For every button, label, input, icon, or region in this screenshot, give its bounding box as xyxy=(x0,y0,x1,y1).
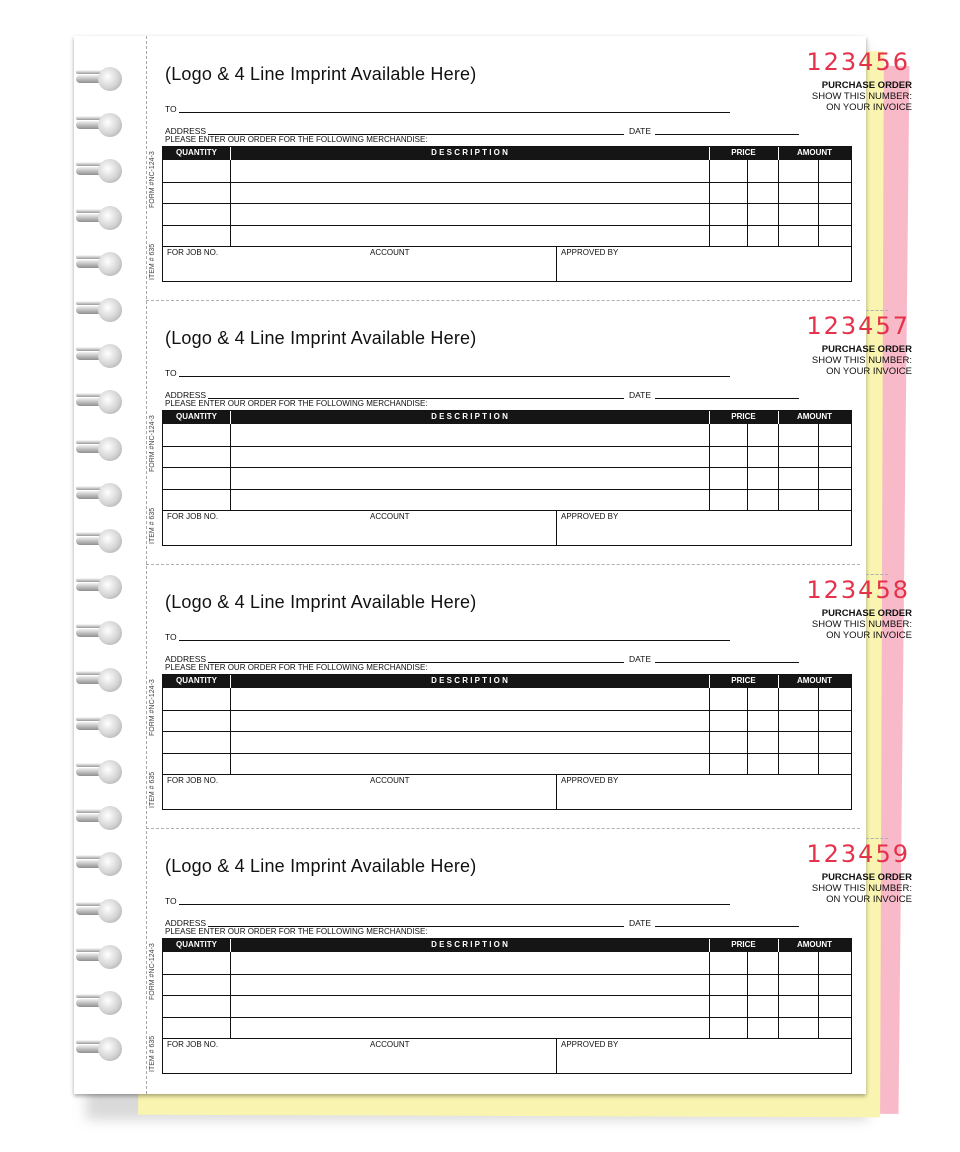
to-label: TO xyxy=(165,368,177,378)
show-line-1: SHOW THIS NUMBER: xyxy=(811,619,912,630)
table-row xyxy=(163,203,851,204)
purchase-order-form xyxy=(149,840,912,1104)
divider xyxy=(556,510,557,545)
po-instructions xyxy=(752,883,912,905)
po-title: PURCHASE ORDER xyxy=(821,872,912,883)
table-row xyxy=(163,489,851,490)
divider xyxy=(778,147,779,160)
purchase-order-form xyxy=(149,576,912,840)
col-price: PRICE xyxy=(731,148,756,157)
date-field[interactable] xyxy=(655,926,799,927)
to-field[interactable] xyxy=(179,112,730,113)
binding-ring xyxy=(76,670,132,692)
item-code: ITEM # 635 xyxy=(149,771,156,808)
divider xyxy=(778,675,779,688)
binding-ring xyxy=(76,577,132,599)
binding-ring xyxy=(76,485,132,507)
address-label: ADDRESS xyxy=(165,126,207,136)
table-row xyxy=(163,774,851,775)
top-sheet xyxy=(74,36,912,1094)
binding-ring xyxy=(76,901,132,923)
divider xyxy=(709,411,710,424)
table-row xyxy=(163,731,851,732)
divider xyxy=(778,939,779,952)
po-instructions xyxy=(752,619,912,641)
col-price: PRICE xyxy=(731,676,756,685)
date-label: DATE xyxy=(629,654,652,664)
table-row xyxy=(163,1017,851,1018)
order-table xyxy=(162,410,852,546)
col-description: D E S C R I P T I O N xyxy=(431,148,508,157)
po-number: 123459 xyxy=(806,840,910,868)
order-table xyxy=(162,674,852,810)
address-label: ADDRESS xyxy=(165,390,207,400)
date-label: DATE xyxy=(629,390,652,400)
show-line-2: ON YOUR INVOICE xyxy=(826,102,912,113)
binding-ring xyxy=(76,300,132,322)
tab-mark xyxy=(866,838,888,839)
account-label: ACCOUNT xyxy=(370,1040,410,1049)
logo-imprint-area: (Logo & 4 Line Imprint Available Here) xyxy=(165,856,477,876)
order-instructions: PLEASE ENTER OUR ORDER FOR THE FOLLOWING MERCHANDISE: xyxy=(165,663,428,672)
col-quantity: QUANTITY xyxy=(176,148,217,157)
col-amount: AMOUNT xyxy=(796,412,833,421)
binding-ring xyxy=(76,854,132,876)
form-code: FORM #NC-124-3 xyxy=(149,943,156,1000)
to-label: TO xyxy=(165,896,177,906)
purchase-order-form xyxy=(149,312,912,576)
form-code: FORM #NC-124-3 xyxy=(149,151,156,208)
binding-ring xyxy=(76,161,132,183)
table-row xyxy=(163,510,851,511)
divider xyxy=(709,147,710,160)
divider xyxy=(230,147,231,160)
divider xyxy=(709,939,710,952)
binding-ring xyxy=(76,439,132,461)
purchase-order-form xyxy=(149,48,912,312)
binding-ring xyxy=(76,392,132,414)
table-header xyxy=(163,939,851,952)
binding-ring xyxy=(76,947,132,969)
table-row xyxy=(163,467,851,468)
table-row xyxy=(163,753,851,754)
po-title: PURCHASE ORDER xyxy=(821,344,912,355)
binding-ring xyxy=(76,254,132,276)
date-label: DATE xyxy=(629,126,652,136)
table-row xyxy=(163,974,851,975)
show-line-1: SHOW THIS NUMBER: xyxy=(811,883,912,894)
date-label: DATE xyxy=(629,918,652,928)
divider xyxy=(778,411,779,424)
account-label: ACCOUNT xyxy=(370,776,410,785)
binding-ring xyxy=(76,1039,132,1061)
col-quantity: QUANTITY xyxy=(176,412,217,421)
address-label: ADDRESS xyxy=(165,654,207,664)
to-label: TO xyxy=(165,632,177,642)
divider xyxy=(230,675,231,688)
item-code: ITEM # 635 xyxy=(149,243,156,280)
col-quantity: QUANTITY xyxy=(176,940,217,949)
po-instructions xyxy=(752,91,912,113)
show-line-2: ON YOUR INVOICE xyxy=(826,630,912,641)
col-amount: AMOUNT xyxy=(796,148,833,157)
show-line-2: ON YOUR INVOICE xyxy=(826,366,912,377)
po-number: 123457 xyxy=(806,312,910,340)
order-table xyxy=(162,938,852,1074)
binding-ring xyxy=(76,115,132,137)
job-number-label: FOR JOB NO. xyxy=(167,248,219,257)
logo-imprint-area: (Logo & 4 Line Imprint Available Here) xyxy=(165,64,477,84)
logo-imprint-area: (Logo & 4 Line Imprint Available Here) xyxy=(165,592,477,612)
po-number: 123456 xyxy=(806,48,910,76)
to-field[interactable] xyxy=(179,376,730,377)
binding-ring xyxy=(76,716,132,738)
address-label: ADDRESS xyxy=(165,918,207,928)
divider xyxy=(230,939,231,952)
col-amount: AMOUNT xyxy=(796,940,833,949)
logo-imprint-area: (Logo & 4 Line Imprint Available Here) xyxy=(165,328,477,348)
account-label: ACCOUNT xyxy=(370,512,410,521)
order-instructions: PLEASE ENTER OUR ORDER FOR THE FOLLOWING MERCHANDISE: xyxy=(165,135,428,144)
binding-ring xyxy=(76,808,132,830)
table-row xyxy=(163,1038,851,1039)
col-description: D E S C R I P T I O N xyxy=(431,676,508,685)
order-instructions: PLEASE ENTER OUR ORDER FOR THE FOLLOWING MERCHANDISE: xyxy=(165,927,428,936)
order-table xyxy=(162,146,852,282)
table-row xyxy=(163,995,851,996)
approved-by-label: APPROVED BY xyxy=(561,1040,619,1049)
binding-perforation xyxy=(146,36,147,1094)
table-header xyxy=(163,675,851,688)
form-code: FORM #NC-124-3 xyxy=(149,679,156,736)
binding-ring xyxy=(76,69,132,91)
form-code: FORM #NC-124-3 xyxy=(149,415,156,472)
binding-ring xyxy=(76,762,132,784)
table-row xyxy=(163,246,851,247)
divider xyxy=(556,1038,557,1073)
to-field[interactable] xyxy=(179,640,730,641)
po-number: 123458 xyxy=(806,576,910,604)
date-field[interactable] xyxy=(655,398,799,399)
approved-by-label: APPROVED BY xyxy=(561,248,619,257)
table-row xyxy=(163,225,851,226)
col-amount: AMOUNT xyxy=(796,676,833,685)
to-field[interactable] xyxy=(179,904,730,905)
job-number-label: FOR JOB NO. xyxy=(167,776,219,785)
item-code: ITEM # 635 xyxy=(149,1035,156,1072)
order-instructions: PLEASE ENTER OUR ORDER FOR THE FOLLOWING MERCHANDISE: xyxy=(165,399,428,408)
table-header xyxy=(163,411,851,424)
binding-ring xyxy=(76,208,132,230)
binding-ring xyxy=(76,623,132,645)
po-title: PURCHASE ORDER xyxy=(821,608,912,619)
col-price: PRICE xyxy=(731,412,756,421)
divider xyxy=(230,411,231,424)
col-quantity: QUANTITY xyxy=(176,676,217,685)
job-number-label: FOR JOB NO. xyxy=(167,512,219,521)
col-description: D E S C R I P T I O N xyxy=(431,412,508,421)
account-label: ACCOUNT xyxy=(370,248,410,257)
binding-ring xyxy=(76,346,132,368)
approved-by-label: APPROVED BY xyxy=(561,776,619,785)
date-field[interactable] xyxy=(655,662,799,663)
po-title: PURCHASE ORDER xyxy=(821,80,912,91)
col-description: D E S C R I P T I O N xyxy=(431,940,508,949)
po-instructions xyxy=(752,355,912,377)
show-line-1: SHOW THIS NUMBER: xyxy=(811,355,912,366)
item-code: ITEM # 635 xyxy=(149,507,156,544)
table-row xyxy=(163,446,851,447)
table-row xyxy=(163,710,851,711)
tab-mark xyxy=(866,574,888,575)
divider xyxy=(556,774,557,809)
table-row xyxy=(163,182,851,183)
date-field[interactable] xyxy=(655,134,799,135)
divider xyxy=(556,246,557,281)
show-line-2: ON YOUR INVOICE xyxy=(826,894,912,905)
job-number-label: FOR JOB NO. xyxy=(167,1040,219,1049)
binding-ring xyxy=(76,531,132,553)
col-price: PRICE xyxy=(731,940,756,949)
tab-mark xyxy=(866,310,888,311)
divider xyxy=(709,675,710,688)
binding-ring xyxy=(76,993,132,1015)
approved-by-label: APPROVED BY xyxy=(561,512,619,521)
table-header xyxy=(163,147,851,160)
show-line-1: SHOW THIS NUMBER: xyxy=(811,91,912,102)
to-label: TO xyxy=(165,104,177,114)
